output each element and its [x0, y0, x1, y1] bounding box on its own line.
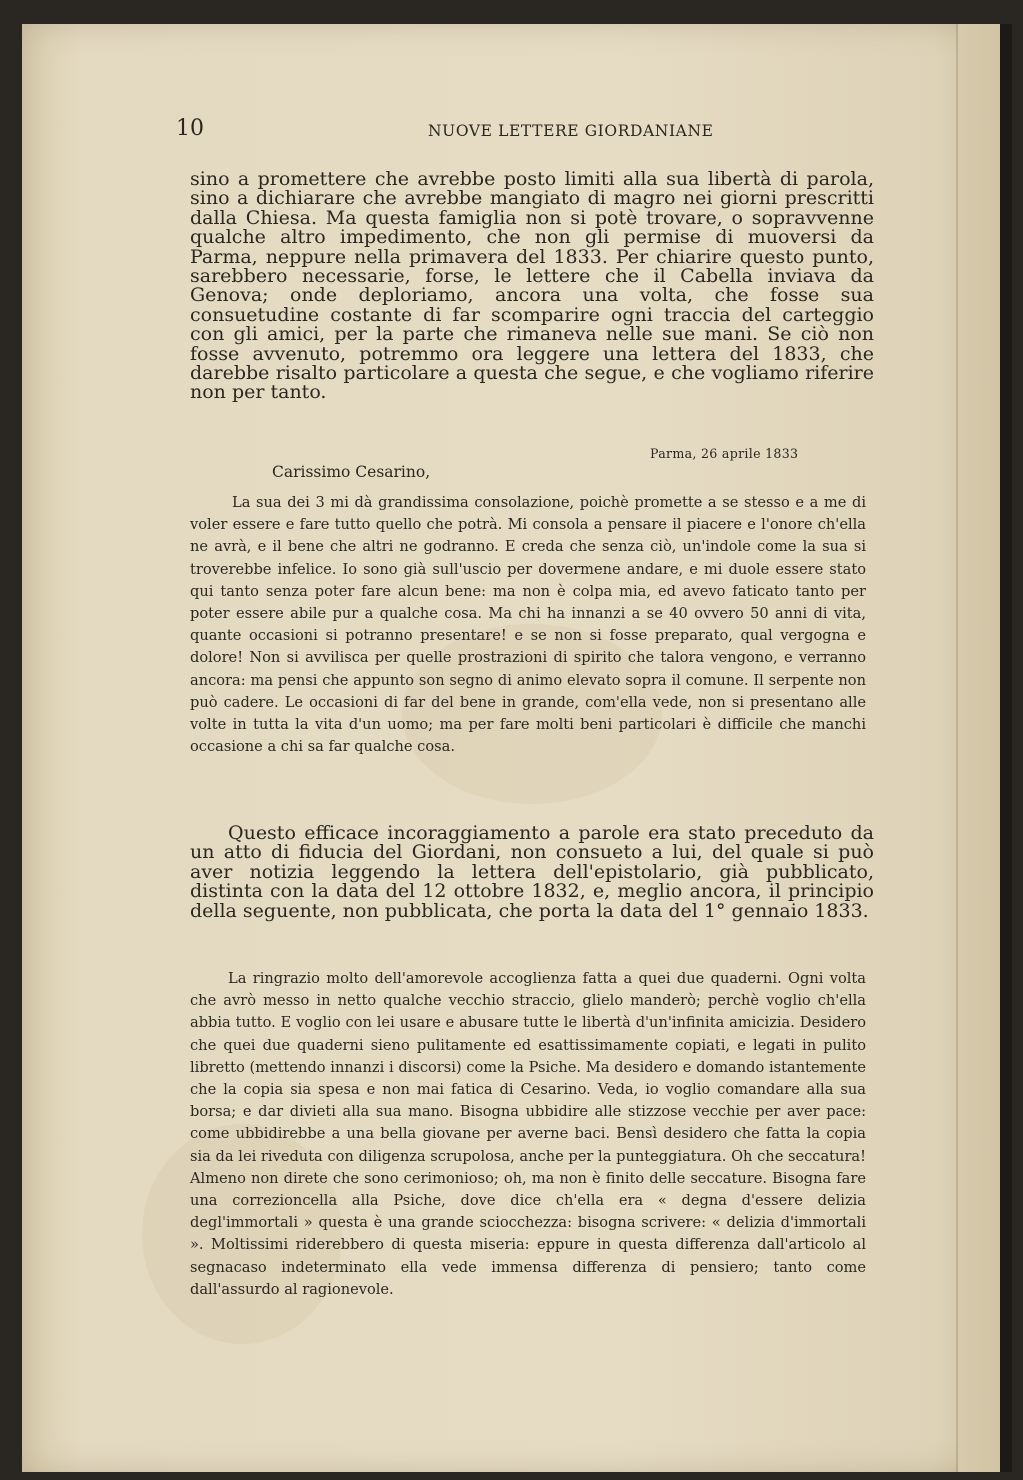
- body-paragraph-1: sino a promettere che avrebbe posto limiti alla sua libertà di parola, sino a dichiarare che avrebbe mangiato di magro nei giorni prescritti dalla Chiesa. Ma questa famiglia non si potè trovare, o sopravvenne qualche altro impedimento, che non gli permise di muoversi da Parma, neppure nella primavera del 1833. Per chiarire questo punto, sarebbero necessarie, forse, le lettere che il Cabella inviava da Genova; onde deploriamo, ancora una volta, che fosse sua consuetudine costante di far scomparire ogni traccia del carteggio con gli amici, per la parte che rimaneva nelle sue mani. Se ciò non fosse avvenuto, potremmo ora leggere una lettera del 1833, che darebbe risalto particolare a questa che segue, e che vogliamo riferire non per tanto.: [190, 168, 874, 404]
- letter-2-text: La ringrazio molto dell'amorevole accoglienza fatta a quei due quaderni. Ogni volta che avrò messo in netto qualche vecchio straccio, glielo manderò; perchè voglio ch'ella abbia tutto. E voglio con lei usare e abusare tutte le libertà d'un'infinita amicizia. Desidero che quei due quaderni sieno pulitamente ed esattissimamente copiati, e legati in pulito libretto (mettendo innanzi i discorsi) come la Psiche. Ma desidero e domando istantemente che la copia sia spesa e non mai fatica di Cesarino. Veda, io voglio comandare alla sua borsa; e dar divieti alla sua mano. Bisogna ubbidire alle stizzose vecchie per aver pace: come ubbidirebbe a una bella giovane per averne baci. Bensì desidero che fatta la copia sia da lei riveduta con diligenza scrupolosa, anche per la punteggiatura. Oh che seccatura! Almeno non direte che sono cerimonioso; oh, ma non è finito delle seccature. Bisogna fare una correzioncella alla Psiche, dove dice ch'ella era « degna d'essere delizia degl'immortali » questa è una grande sciocchezza: bisogna scrivere: « delizia d'immortali ». Moltissimi riderebbero di questa miseria: eppure in questa differenza dall'articolo al segnacaso indeterminato ella vede immensa differenza di pensiero; tanto come dall'assurdo al ragionevole.: [190, 970, 866, 1298]
- body-paragraph-2: Questo efficace incoraggiamento a parole era stato preceduto da un atto di fiducia del Giordani, non consueto a lui, del quale si può aver notizia leggendo la lettera dell'epistolario, già pubblicato, distinta con la data del 12 ottobre 1832, e, meglio ancora, il principio della seguente, non pubblicata, che porta la data del 1° gennaio 1833.: [190, 822, 874, 922]
- running-title: NUOVE LETTERE GIORDANIANE: [428, 122, 714, 140]
- page-number: 10: [176, 116, 204, 141]
- letter-1-text: La sua dei 3 mi dà grandissima consolazione, poichè promette a se stesso e a me di voler essere e fare tutto quello che potrà. Mi consola a pensare il piacere e l'onore ch'ella ne avrà, e il bene che altri ne godranno. E creda che senza ciò, un'indole come la sua si troverebbe infelice. Io sono già sull'uscio per dovermene andare, e mi duole essere stato qui tanto senza poter fare alcun bene: ma non è colpa mia, ed avevo faticato tanto per poter essere abile pur a qualche cosa. Ma chi ha innanzi a se 40 ovvero 50 anni di vita, quante occasioni si potranno presentare! e se non si fosse preparato, qual vergogna e dolore! Non si avvilisca per quelle prostrazioni di spirito che talora vengono, e verranno ancora: ma pensi che appunto son segno di animo elevato sopra il comune. Il serpente non può cadere. Le occasioni di far del bene in grande, com'ella vede, non si presentano alle volte in tutta la vita d'un uomo; ma per fare molti beni particolari è difficile che manchi occasione a chi sa far qualche cosa.: [190, 494, 866, 756]
- running-head: [176, 116, 816, 146]
- letter-salutation: Carissimo Cesarino,: [272, 463, 431, 481]
- binding-edge: [1000, 24, 1012, 1472]
- page-fold-line: [956, 24, 958, 1472]
- letter-dateline: Parma, 26 aprile 1833: [650, 446, 799, 461]
